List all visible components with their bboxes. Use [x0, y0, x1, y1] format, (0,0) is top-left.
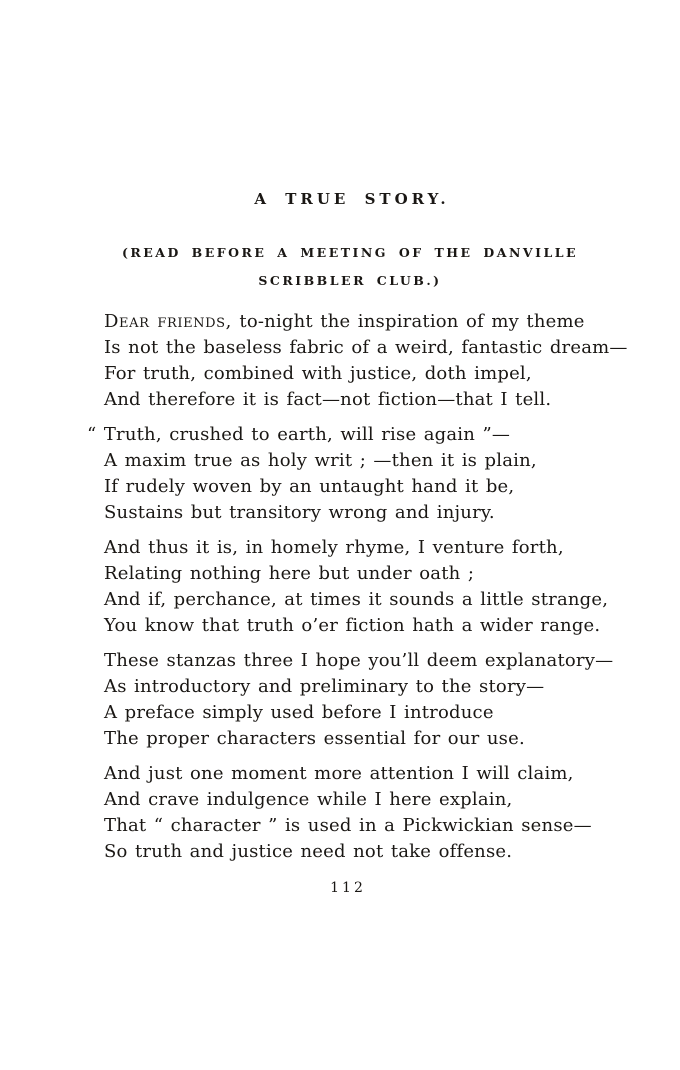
page-title: A TRUE STORY.	[254, 190, 450, 208]
poem-line: A maxim true as holy writ ; —then it is plain,	[104, 450, 537, 471]
poem-line: So truth and justice need not take offense.	[104, 841, 513, 862]
subtitle-line-1: (READ BEFORE A MEETING OF THE DANVILLE	[121, 245, 579, 260]
poem-line: If rudely woven by an untaught hand it be,	[104, 476, 515, 497]
stanza	[104, 648, 614, 752]
poem-line: And therefore it is fact—not fiction—that I tell.	[104, 389, 552, 410]
stanza	[87, 422, 604, 526]
poem-line: Dear friends, to-night the inspiration of my theme	[104, 311, 585, 332]
poem-line: These stanzas three I hope you’ll deem explanatory—	[104, 650, 614, 671]
poem-line: And crave indulgence while I here explain,	[104, 789, 513, 810]
poem-line: And if, perchance, at times it sounds a little strange,	[104, 589, 609, 610]
poem-line: The proper characters essential for our use.	[104, 728, 525, 749]
poem-line: Is not the baseless fabric of a weird, fantastic dream—	[104, 337, 628, 358]
stanza	[104, 761, 604, 865]
page-number: 112	[330, 880, 366, 896]
stanza	[104, 309, 628, 413]
subtitle	[10, 239, 680, 295]
poem-line: For truth, combined with justice, doth impel,	[104, 363, 532, 384]
poem-line: And thus it is, in homely rhyme, I venture forth,	[104, 537, 564, 558]
poem-line: Sustains but transitory wrong and injury.	[104, 502, 495, 523]
poem-line: A preface simply used before I introduce	[104, 702, 494, 723]
poem-line: That “ character ” is used in a Pickwickian sense—	[104, 815, 592, 836]
stanza	[104, 535, 609, 639]
poem-line: Relating nothing here but under oath ;	[104, 563, 475, 584]
subtitle-line-2: SCRIBBLER CLUB.)	[258, 273, 442, 288]
poem-line: As introductory and preliminary to the story—	[104, 676, 545, 697]
poem-body	[87, 309, 628, 874]
small-caps-opening: Dear friends,	[104, 311, 232, 332]
poem-line: “ Truth, crushed to earth, will rise again ”—	[87, 424, 511, 445]
poem-line: And just one moment more attention I will claim,	[104, 763, 574, 784]
poem-line: You know that truth o’er fiction hath a wider range.	[104, 615, 601, 636]
